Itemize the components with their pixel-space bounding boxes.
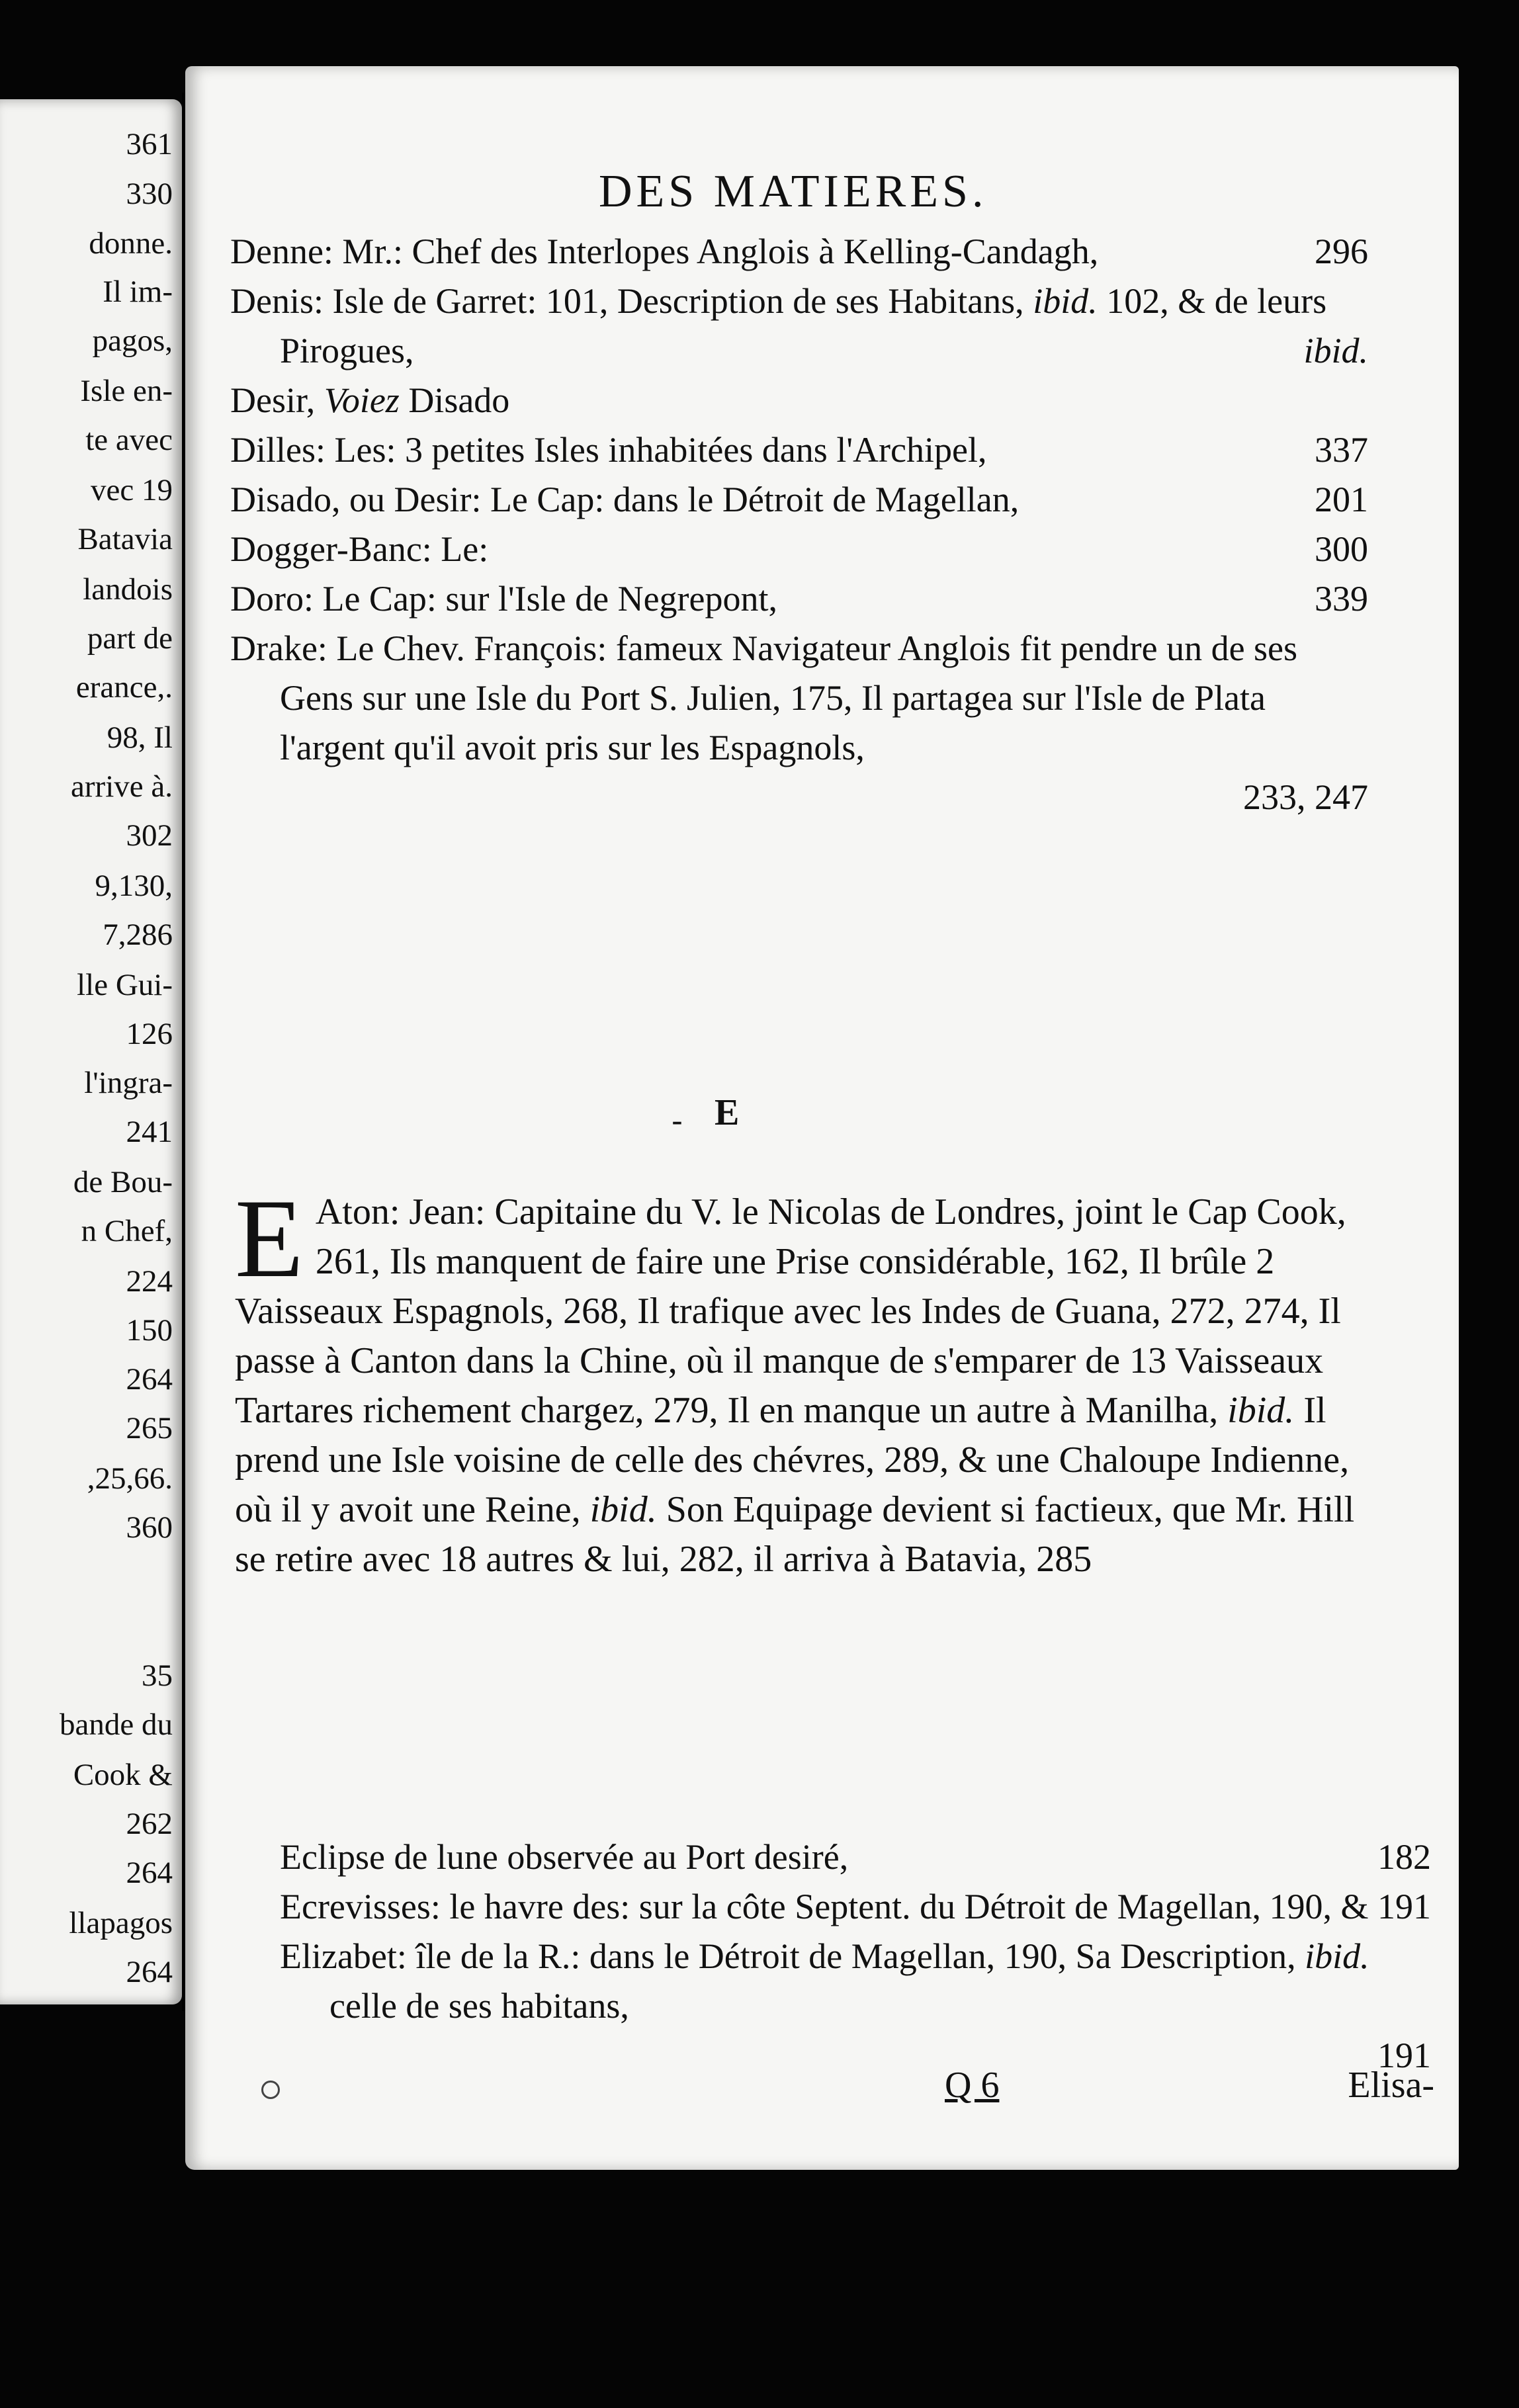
previous-page-line: Batavia [77,522,173,556]
index-entry: Elizabet: île de la R.: dans le Détroit de Magellan, 190, Sa Description, ibid. celle de ses habitans, 191 [280,1936,1431,2075]
previous-page-line: 98, Il [107,720,173,755]
previous-page-line: landois [83,572,173,607]
previous-page-line: pagos, [92,323,173,358]
running-head: DES MATIERES. [599,166,988,217]
previous-page-line: arrive à. [71,769,173,804]
previous-page-fragment [0,99,182,2004]
previous-page-line: n Chef, [81,1214,173,1248]
previous-page-line: te avec [85,423,173,457]
index-entry: Drake: Le Chev. François: fameux Navigateur Anglois fit pendre un de ses Gens sur une Isle du Port S. Julien, 175, Il partagea sur l'Isle de Plata l'argent qu'il avoit pris sur les Espagnols, 233, 247 [230,628,1368,817]
index-page [185,66,1459,2170]
previous-page-line: 264 [126,1362,173,1397]
index-entry: Doro: Le Cap: sur l'Isle de Negrepont, 339 [230,579,1368,619]
previous-page-line: 126 [126,1017,173,1051]
previous-page-line: erance,. [75,670,173,705]
previous-page-line: part de [87,621,173,656]
previous-page-line: donne. [89,226,173,261]
index-entry: Desir, Voiez Disado [230,380,510,420]
index-entry: Dogger-Banc: Le: 300 [230,529,1368,569]
index-entry: Dilles: Les: 3 petites Isles inhabitées dans l'Archipel, 337 [230,430,1368,470]
previous-page-line: Cook & [73,1758,173,1792]
previous-page-line: ,25,66. [87,1461,173,1496]
index-entry: Ecrevisses: le havre des: sur la côte Septent. du Détroit de Magellan, 190, & 191 [280,1887,1431,1926]
ornament-dash: - [672,1101,683,1140]
index-entry: Denis: Isle de Garret: 101, Description de ses Habitans, ibid. 102, & de leurs Pirogues, ibid. [230,281,1368,370]
previous-page-line: de Bou- [73,1165,173,1199]
catchword: Elisa- [1348,2065,1434,2106]
previous-page-line: Isle en- [80,374,173,408]
index-entry-eaton: E Aton: Jean: Capitaine du V. le Nicolas de Londres, joint le Cap Cook, 261, Ils manquent de faire une Prise considérable, 162, Il brûle 2 Vaisseaux Espagnols, 268, Il trafique avec les Indes de Guana, 272, 274, Il passe à Canton dans la Chine, où il manque de s'emparer de 13 Vaisseaux Tartares richement chargez, 279, Il en manque un autre à Manilha, ibid. Il prend une Isle voisine de celle des chévres, 289, & une Chaloupe Indienne, où il y avoit une Reine, ibid. Son Equipage devient si factieux, que Mr. Hill se retire avec 18 autres & lui, 282, il arriva à Batavia, 285 [235,1176,1355,1580]
index-entries-e [280,1832,1431,2081]
index-entries-d [230,227,1368,822]
previous-page-line: bande du [60,1707,173,1742]
previous-page-line: vec 19 [91,473,173,507]
page-footer [945,2064,1434,2117]
previous-page-line: 264 [126,1856,173,1890]
previous-page-line: l'ingra- [84,1066,173,1100]
index-entry: Denne: Mr.: Chef des Interlopes Anglois à Kelling-Candagh, 296 [230,232,1368,271]
previous-page-line: 262 [126,1807,173,1841]
previous-page-line: 35 [142,1658,173,1693]
previous-page-line: 9,130, [95,869,173,903]
index-entry: Disado, ou Desir: Le Cap: dans le Détroit de Magellan, 201 [230,480,1368,519]
index-entry: Eclipse de lune observée au Port desiré, 182 [280,1837,1431,1877]
previous-page-line: 330 [126,177,173,211]
previous-page-line: 150 [126,1313,173,1348]
drop-cap: E [235,1176,304,1301]
previous-page-line: 361 [126,127,173,161]
previous-page-line: 265 [126,1411,173,1445]
previous-page-line: 241 [126,1115,173,1149]
previous-page-line: 264 [126,1955,173,1989]
section-letter: E [715,1092,740,1133]
previous-page-line: llapagos [69,1906,173,1940]
previous-page-line: 7,286 [103,918,173,952]
signature-mark: Q 6 [945,2065,1000,2106]
previous-page-line: lle Gui- [77,968,173,1002]
previous-page-line: Il im- [103,275,173,309]
previous-page-line: 302 [126,818,173,853]
page-blemish [261,2081,280,2099]
previous-page-line: 360 [126,1510,173,1545]
previous-page-line: 224 [126,1264,173,1299]
